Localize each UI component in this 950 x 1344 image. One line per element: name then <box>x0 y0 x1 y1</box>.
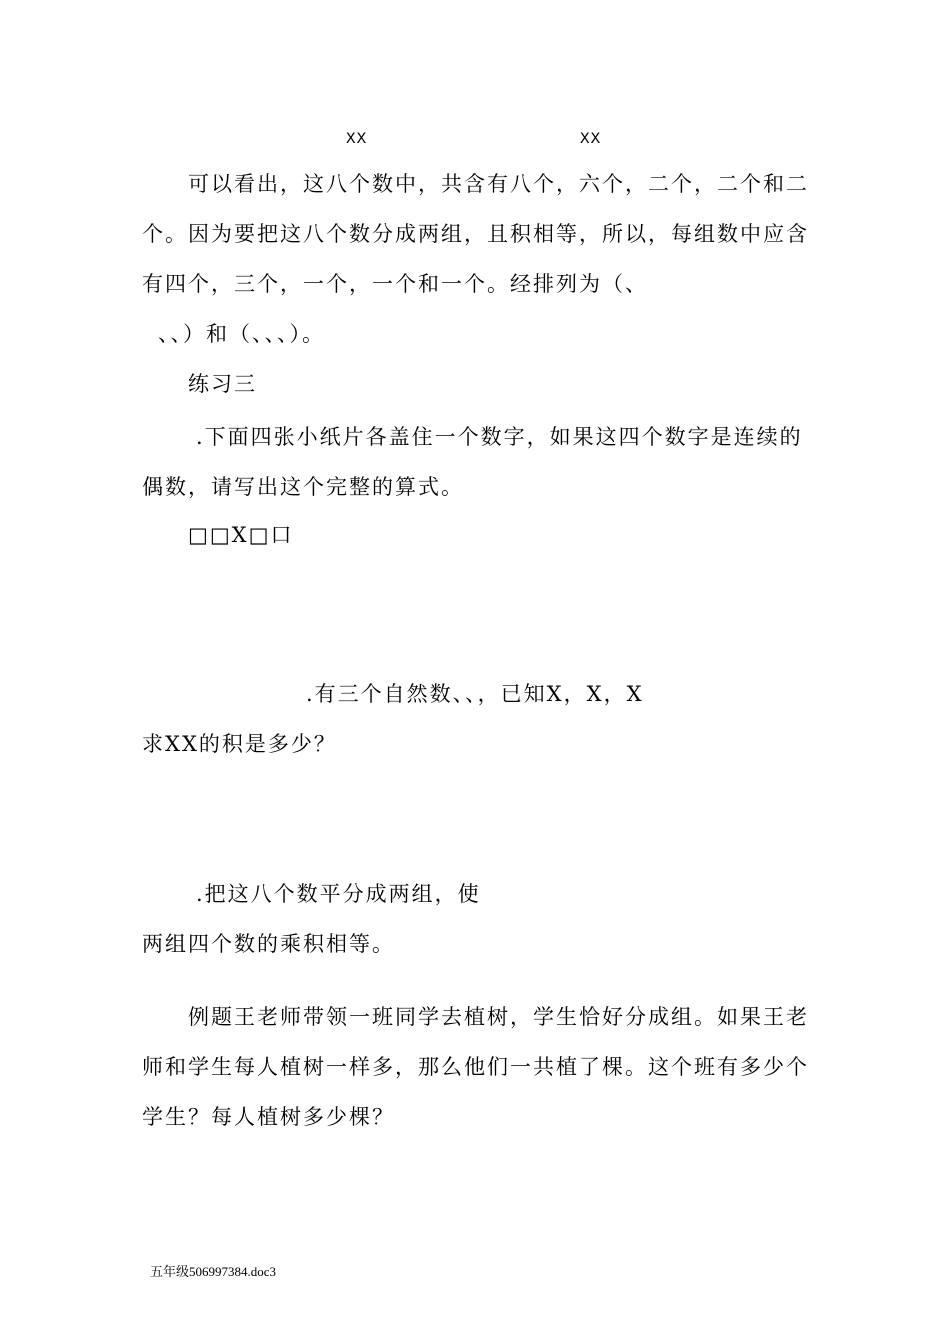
xx-right: XX <box>580 130 602 148</box>
question3-line2: 两组四个数的乘积相等。 <box>142 932 395 956</box>
question3-line1: .把这八个数平分成两组，使 <box>196 882 481 906</box>
paragraph1-line1: 可以看出，这八个数中，共含有八个，六个，二个，二个和二 <box>188 172 809 196</box>
exercise-title: 练习三 <box>188 372 257 396</box>
xx-left: XX <box>346 130 368 148</box>
paragraph1-line4: 、、）和（、、、）。 <box>158 322 325 346</box>
question1-formula: □□X□口 <box>188 523 294 547</box>
question2-line1: .有三个自然数、、，已知X，X，X <box>306 682 644 706</box>
example-line2: 师和学生每人植树一样多，那么他们一共植了棵。这个班有多少个 <box>142 1055 809 1079</box>
question1-line2: 偶数，请写出这个完整的算式。 <box>142 475 464 499</box>
question2-line2: 求XX的积是多少？ <box>142 732 337 756</box>
paragraph1-line2: 个。因为要把这八个数分成两组，且积相等，所以，每组数中应含 <box>142 222 809 246</box>
question1-line1: .下面四张小纸片各盖住一个数字，如果这四个数字是连续的 <box>196 425 803 449</box>
example-line1: 例题王老师带领一班同学去植树，学生恰好分成组。如果王老 <box>188 1005 809 1029</box>
paragraph1-line3: 有四个，三个，一个，一个和一个。经排列为（、 <box>142 272 648 296</box>
page-footer: 五年级506997384.doc3 <box>150 1264 277 1279</box>
example-line3: 学生？每人植树多少棵？ <box>142 1105 395 1129</box>
